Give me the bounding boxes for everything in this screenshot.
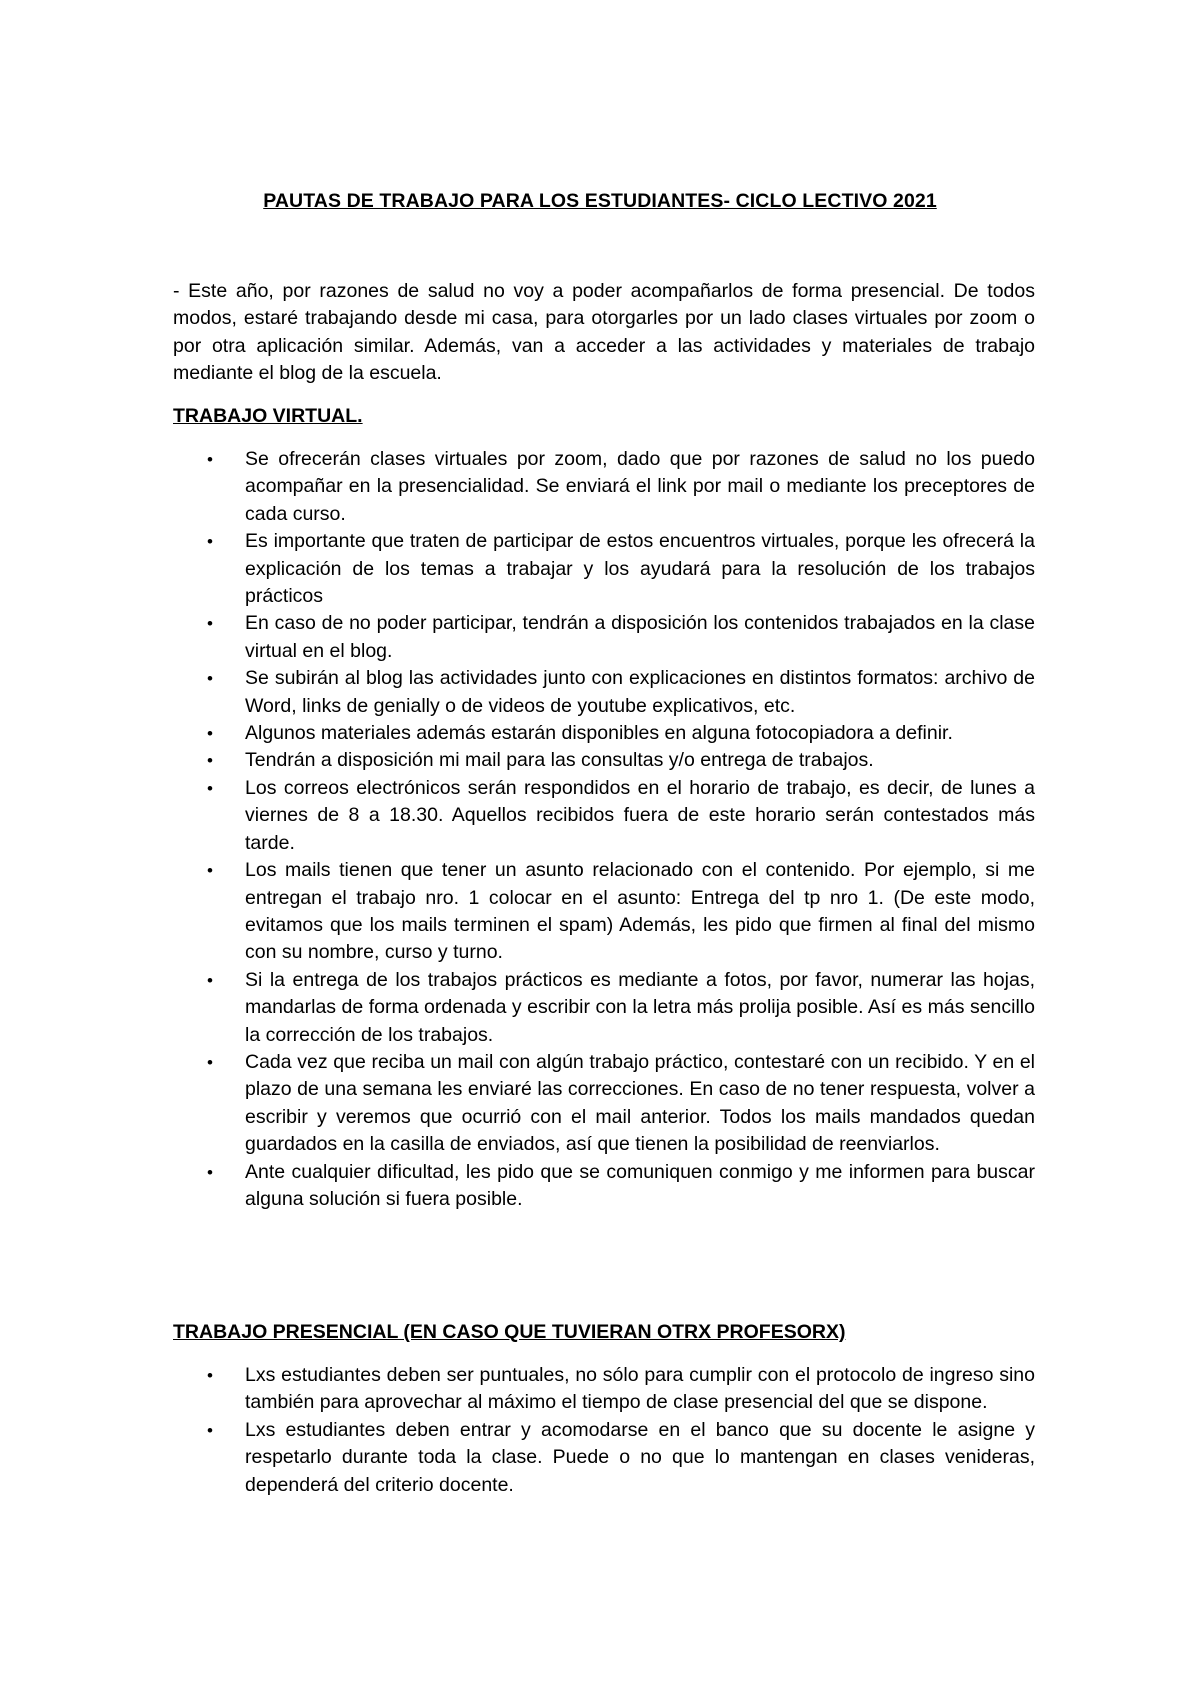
list-item-text: Lxs estudiantes deben entrar y acomodarse en el banco que su docente le asigne y respetarlo durante toda la clase. Puede o no que lo mantengan en clases venideras, dependerá del criterio docente. xyxy=(245,1418,1035,1496)
bullet-icon: • xyxy=(207,1162,213,1182)
list-item-text: Ante cualquier dificultad, les pido que se comuniquen conmigo y me informen para buscar alguna solución si fuera posible. xyxy=(245,1160,1035,1210)
list-item xyxy=(207,720,1035,747)
list-item-text: Los correos electrónicos serán respondidos en el horario de trabajo, es decir, de lunes a viernes de 8 a 18.30. Aquellos recibidos fuera de este horario serán contestados más tarde. xyxy=(245,776,1035,854)
bullet-icon: • xyxy=(207,724,213,744)
list-item-text: Algunos materiales además estarán disponibles en alguna fotocopiadora a definir. xyxy=(245,722,953,745)
list-item xyxy=(207,665,1035,720)
bullet-icon: • xyxy=(207,778,213,798)
list-item-text: En caso de no poder participar, tendrán a disposición los contenidos trabajados en la clase virtual en el blog. xyxy=(245,612,1035,662)
list-item xyxy=(207,1049,1035,1159)
section-heading-virtual: TRABAJO VIRTUAL. xyxy=(173,405,363,427)
virtual-work-list xyxy=(0,446,1200,1213)
list-item xyxy=(207,967,1035,1049)
list-item xyxy=(207,610,1035,665)
bullet-icon: • xyxy=(207,970,213,990)
presencial-work-list xyxy=(0,1362,1200,1499)
list-item xyxy=(207,1417,1035,1499)
section-heading-presencial: TRABAJO PRESENCIAL (EN CASO QUE TUVIERAN OTRX PROFESORX) xyxy=(173,1321,846,1343)
list-item-text: Cada vez que reciba un mail con algún trabajo práctico, contestaré con un recibido. Y en el plazo de una semana les enviaré las correcciones. En caso de no tener respuesta, volver a escribir y veremos que ocurrió con el mail anterior. Todos los mails mandados quedan guardados en la casilla de enviados, así que tienen la posibilidad de reenviarlos. xyxy=(245,1050,1035,1156)
list-item-text: Se ofrecerán clases virtuales por zoom, dado que por razones de salud no los puedo acompañar en la presencialidad. Se enviará el link por mail o mediante los preceptores de cada curso. xyxy=(245,448,1035,525)
list-item xyxy=(207,446,1035,528)
list-item-text: Si la entrega de los trabajos prácticos es mediante a fotos, por favor, numerar las hojas, mandarlas de forma ordenada y escribir con la letra más prolija posible. Así es más sencillo la corrección de los trabajos. xyxy=(245,968,1035,1046)
list-item xyxy=(207,1159,1035,1214)
list-item xyxy=(207,747,1035,774)
bullet-icon: • xyxy=(207,669,213,689)
list-item xyxy=(207,1362,1035,1417)
list-item-text: Lxs estudiantes deben ser puntuales, no sólo para cumplir con el protocolo de ingreso sino también para aprovechar al máximo el tiempo de clase presencial del que se dispone. xyxy=(245,1364,1035,1414)
list-item-text: Es importante que traten de participar de estos encuentros virtuales, porque les ofrecerá la explicación de los temas a trabajar y los ayudará para la resolución de los trabajos prácticos xyxy=(245,530,1035,608)
bullet-icon: • xyxy=(207,532,213,552)
bullet-icon: • xyxy=(207,751,213,771)
bullet-icon: • xyxy=(207,1366,213,1385)
list-item-text: Se subirán al blog las actividades junto con explicaciones en distintos formatos: archivo de Word, links de genially o de videos de youtube explicativos, etc. xyxy=(245,667,1035,717)
list-item xyxy=(207,528,1035,610)
intro-paragraph: - Este año, por razones de salud no voy a poder acompañarlos de forma presencial. De todos modos, estaré trabajando desde mi casa, para otorgarles por un lado clases virtuales por zoom o por otra aplicación similar. Además, van a acceder a las actividades y materiales de trabajo mediante el blog de la escuela. xyxy=(173,280,1035,385)
list-item-text: Tendrán a disposición mi mail para las consultas y/o entrega de trabajos. xyxy=(245,749,874,772)
document-title: PAUTAS DE TRABAJO PARA LOS ESTUDIANTES- CICLO LECTIVO 2021 xyxy=(263,190,937,212)
bullet-icon: • xyxy=(207,861,213,881)
list-item xyxy=(207,775,1035,857)
list-item xyxy=(207,857,1035,967)
bullet-icon: • xyxy=(207,450,213,469)
bullet-icon: • xyxy=(207,1052,213,1072)
bullet-icon: • xyxy=(207,1420,213,1440)
bullet-icon: • xyxy=(207,614,213,634)
list-item-text: Los mails tienen que tener un asunto relacionado con el contenido. Por ejemplo, si me entregan el trabajo nro. 1 colocar en el asunto: Entrega del tp nro 1. (De este modo, evitamos que los mails terminen el spam) Además, les pido que firmen al final del mismo con su nombre, curso y turno. xyxy=(245,859,1035,964)
